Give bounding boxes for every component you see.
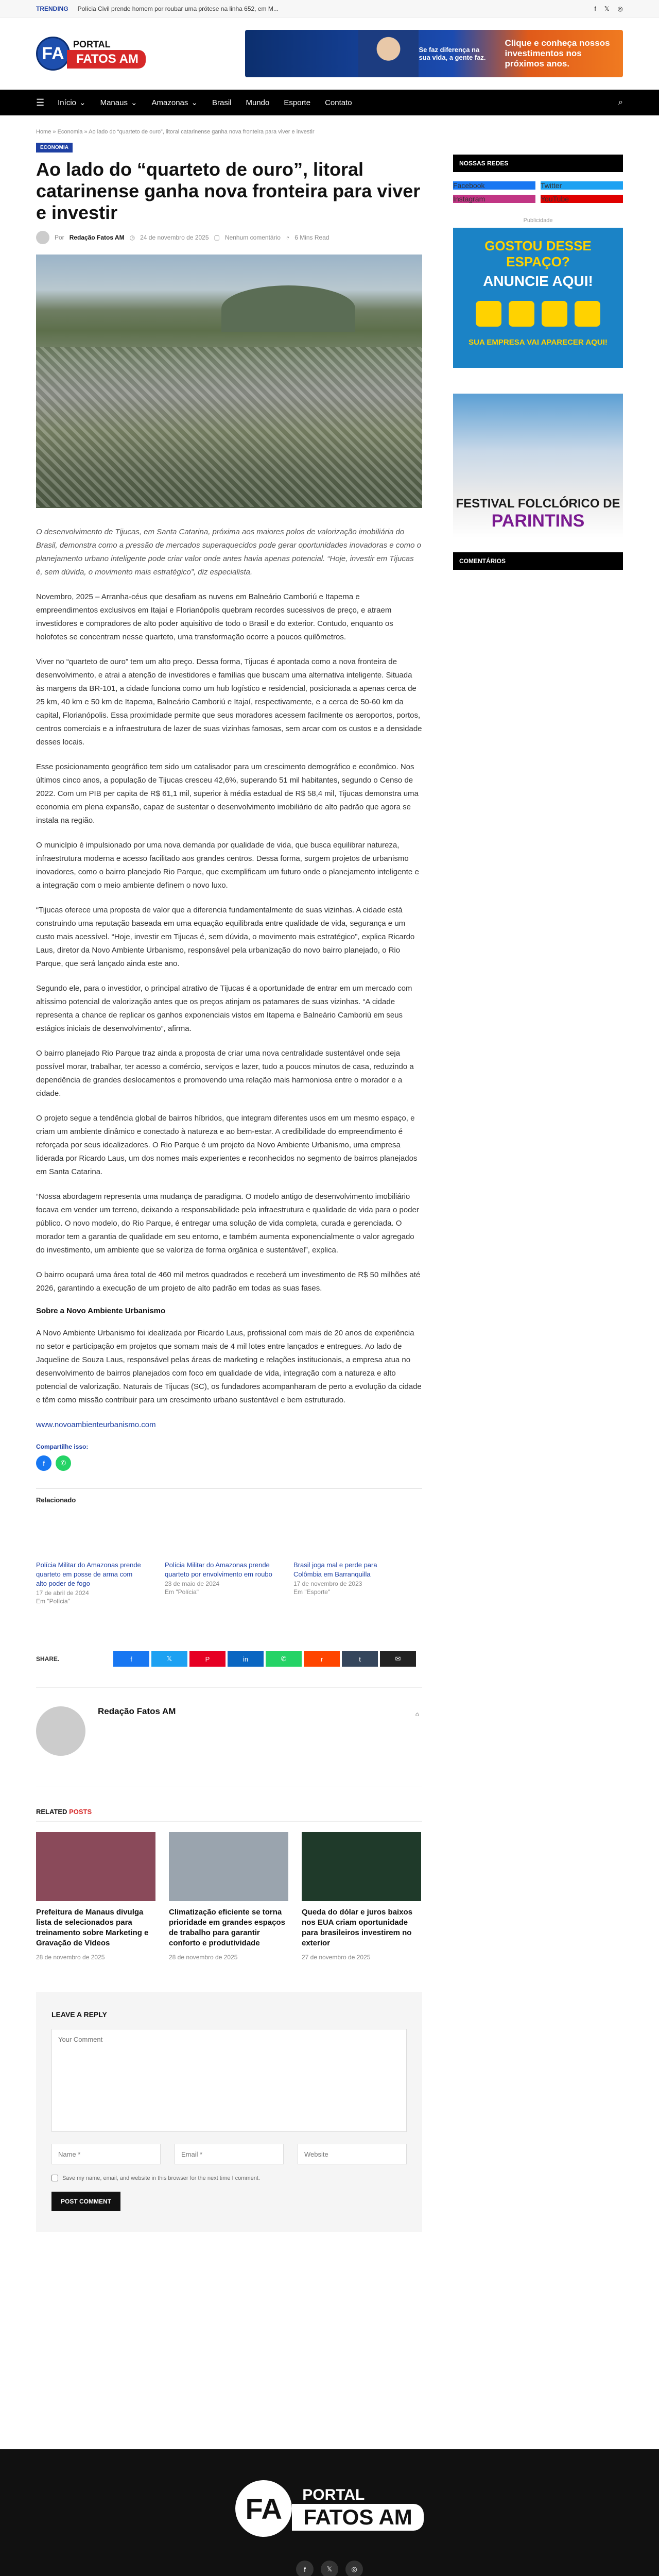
related-post[interactable]: Queda do dólar e juros baixos nos EUA criam oportunidade para brasileiros investirem no exterior 27 de novembro de 2025 — [302, 1832, 421, 1961]
banner-text-2: Clique e conheça nossos investimentos nos próximos anos. — [505, 38, 610, 69]
home-icon[interactable]: ⌂ — [415, 1710, 419, 1718]
read-icon: ◔ — [285, 234, 290, 241]
related-item: Polícia Militar do Amazonas prende quarteto por envolvimento em roubo 23 de maio de 2024 Em "Polícia" — [165, 1561, 272, 1596]
instagram-icon[interactable]: ◎ — [345, 2561, 363, 2576]
related-heading: Relacionado — [36, 1488, 422, 1504]
related-item: Brasil joga mal e perde para Colômbia em Barranquilla 17 de novembro de 2023 Em "Esporte" — [293, 1561, 402, 1605]
search-icon[interactable]: ⌕ — [618, 98, 623, 107]
related-link[interactable]: Brasil joga mal e perde para Colômbia em Barranquilla — [293, 1561, 377, 1578]
related-link[interactable]: Polícia Militar do Amazonas prende quarteto por envolvimento em roubo — [165, 1561, 272, 1578]
nav-brasil[interactable]: Brasil — [212, 98, 232, 107]
x-icon[interactable]: 𝕏 — [151, 1651, 187, 1667]
article-body — [36, 526, 422, 1432]
read-time: 6 Mins Read — [294, 234, 330, 241]
banner-text-1: Se faz diferença na sua vida, a gente faz. — [419, 46, 486, 61]
sidebar-instagram[interactable]: Instagram — [453, 195, 535, 203]
trending-label: TRENDING — [36, 5, 68, 12]
paragraph: Esse posicionamento geográfico tem sido um catalisador para um crescimento demográfico e econômico. Nos últimos cinco anos, a população de Tijucas cresceu 42,6%, superando 51 mil habitantes, segundo o Censo de 2022. Com um PIB per capita de R$ 61,1 mil, superior à média estadual de R$ 58,4 mil, Tijucas demonstra uma economia em plena expansão, capaz de sustentar o desenvolvimento imobiliário de alto padrão que agora se instala na região. — [36, 762, 419, 825]
reply-heading: LEAVE A REPLY — [51, 2010, 107, 2019]
post-thumbnail[interactable] — [169, 1832, 288, 1901]
article-column — [36, 129, 422, 2263]
facebook-icon[interactable]: f — [296, 2561, 314, 2576]
site-footer — [0, 2449, 659, 2576]
author-avatar — [36, 1706, 85, 1756]
related-posts-heading: RELATED POSTS — [36, 1808, 422, 1822]
clock-icon: ◷ — [129, 234, 135, 241]
author-avatar — [36, 231, 49, 244]
networks-heading: NOSSAS REDES — [453, 155, 623, 172]
subheading: Sobre a Novo Ambiente Urbanismo — [36, 1307, 166, 1315]
post-comment-button[interactable]: POST COMMENT — [51, 2192, 120, 2211]
reddit-icon[interactable]: r — [304, 1651, 340, 1667]
menu-icon[interactable]: ☰ — [36, 97, 45, 108]
facebook-icon[interactable]: f — [594, 5, 596, 12]
article-meta — [36, 231, 422, 244]
name-field[interactable] — [51, 2144, 161, 2164]
x-icon[interactable]: 𝕏 — [604, 5, 610, 12]
related-list — [36, 1561, 422, 1605]
paragraph: “Tijucas oferece uma proposta de valor que a diferencia fundamentalmente de suas vizinhas. A cidade está construindo uma reputação baseada em uma equação equilibrada entre qualidade de vida, segurança e um custo mais acessível. “Hoje, investir em Tijucas é, sem dúvida, o movimento mais estratégico”, explica Ricardo Laus, diretor da Novo Ambiente Urbanismo, responsável pela urbanização do novo bairro planejado, o Rio Parque, que será lançado ainda este ano. — [36, 906, 415, 968]
sidebar — [453, 129, 623, 2263]
nav-amazonas[interactable]: Amazonas ⌄ — [151, 98, 198, 107]
post-thumbnail[interactable] — [36, 1832, 155, 1901]
comments-link[interactable]: Nenhum comentário — [224, 234, 281, 241]
ticker-link[interactable]: Polícia Civil prende homem por roubar uma prótese na linha 652, em M... — [77, 5, 279, 12]
facebook-share-icon[interactable]: f — [36, 1455, 51, 1471]
paragraph: Segundo ele, para o investidor, o principal atrativo de Tijucas é a oportunidade de entrar em um mercado com altíssimo potencial de valorização antes que os preços atinjam os patamares de suas vizinhas. “A cidade representa a chance de replicar os ganhos exponenciais vistos em Itapema e Balneário Camboriú em seus estágios iniciais de desenvolvimento”, afirma. — [36, 984, 412, 1033]
company-site-link[interactable]: www.novoambienteurbanismo.com — [36, 1420, 156, 1429]
related-link[interactable]: Polícia Militar do Amazonas prende quarteto em posse de arma com alto poder de fogo — [36, 1561, 141, 1587]
nav-mundo[interactable]: Mundo — [246, 98, 270, 107]
related-post[interactable]: Prefeitura de Manaus divulga lista de selecionados para treinamento sobre Marketing e Gravação de Vídeos 28 de novembro de 2025 — [36, 1832, 155, 1961]
paragraph: O desenvolvimento de Tijucas, em Santa Catarina, próxima aos maiores polos de valorização imobiliária do Brasil, demonstra como a pressão de mercados superaquecidos pode gerar oportunidades inovadoras e como o planejamento urbano inteligente pode criar valor onde antes havia apenas potencial. “Hoje, investir em Tijucas é, sem dúvida, o movimento mais estratégico”, diz especialista. — [36, 528, 421, 577]
site-logo[interactable] — [36, 37, 146, 71]
ad-label: Publicidade — [523, 217, 553, 224]
main-nav — [0, 90, 659, 115]
author-name[interactable]: Redação Fatos AM — [98, 1706, 176, 1716]
category-badge[interactable]: ECONOMIA — [36, 143, 73, 152]
chevron-down-icon: ⌄ — [79, 98, 86, 107]
logo-name: FATOS AM — [67, 50, 146, 69]
share-bar-label: SHARE. — [36, 1655, 60, 1663]
facebook-icon[interactable]: f — [113, 1651, 149, 1667]
banner-photo — [358, 30, 419, 77]
paragraph: O município é impulsionado por uma nova demanda por qualidade de vida, que busca equilibrar natureza, infraestrutura moderna e acesso facilitado aos grandes centros. Dessa forma, surgem projetos de urbanismo inovadores, como o bairro planejado Rio Parque, que exemplificam um futuro onde o planejamento inteligente e a integração com o meio ambiente definem o novo luxo. — [36, 841, 419, 890]
paragraph: A Novo Ambiente Urbanismo foi idealizada por Ricardo Laus, profissional com mais de 20 anos de experiência no setor e participação em projetos que somam mais de 4 mil lotes entre lançados e entregues. Ao lado de Jaqueline de Souza Laus, responsável pelas áreas de marketing e relações institucionais, a empresa atua no desenvolvimento de bairros planejados com foco em qualidade de vida, integração com a natureza e alto potencial de valorização. Naturais de Tijucas (SC), os fundadores acompanharam de perto a evolução da cidade e têm como missão contribuir para um crescimento urbano sustentável e bem estruturado. — [36, 1329, 422, 1404]
related-posts — [36, 1832, 422, 1961]
x-icon[interactable]: 𝕏 — [321, 2561, 338, 2576]
paragraph: “Nossa abordagem representa uma mudança de paradigma. O modelo antigo de desenvolvimento imobiliário focava em vender um terreno, deixando a responsabilidade pela infraestrutura e qualidade de vida para o poder público. O novo modelo, do Rio Parque, é entregar uma solução de vida completa, curada e gerenciada. O morador tem a garantia de qualidade em seu entorno, e também aumenta exponencialmente o valor agregado do investimento, um ambiente que se valoriza de forma orgânica e sustentável”, explica. — [36, 1192, 419, 1255]
share-label: Compartilhe isso: — [36, 1443, 89, 1450]
paragraph: O bairro planejado Rio Parque traz ainda a proposta de criar uma nova centralidade sustentável onde seja possível morar, trabalhar, ter acesso a comércio, serviços e lazer, tudo a poucos minutos de casa, reduzindo a dependência de grandes deslocamentos e promovendo uma relação mais harmoniosa entre o morador e a cidade. — [36, 1049, 414, 1098]
top-bar — [0, 0, 659, 18]
paragraph: O bairro ocupará uma área total de 460 mil metros quadrados e receberá um investimento de R$ 50 milhões até 2026, garantindo a execução de um projeto de alto padrão em todas as suas fases. — [36, 1270, 421, 1293]
author-prefix: Por — [55, 234, 64, 241]
breadcrumb[interactable]: Home » Economia » Ao lado do “quarteto de ouro”, litoral catarinense ganha nova fronteira para viver e investir — [36, 129, 315, 135]
linkedin-icon[interactable]: in — [228, 1651, 264, 1667]
save-info-checkbox[interactable] — [51, 2175, 58, 2181]
paragraph: Novembro, 2025 – Arranha-céus que desafiam as nuvens em Balneário Camboriú e Itapema e empreendimentos exclusivos em Itajaí e Florianópolis quebram recordes sucessivos de preço, e atraem investidores e compradores de alto poder aquisitivo de todo o Brasil e do exterior. Contudo, enquanto os holofotes se concentram nesse quarteto, uma transformação ocorre a poucos quilômetros. — [36, 592, 393, 641]
chevron-down-icon: ⌄ — [191, 98, 198, 107]
hero-city — [36, 347, 422, 507]
hero-image — [36, 255, 422, 508]
email-field[interactable] — [175, 2144, 284, 2164]
post-date: 24 de novembro de 2025 — [140, 234, 209, 241]
chevron-down-icon: ⌄ — [130, 98, 137, 107]
article-title: Ao lado do “quarteto de ouro”, litoral catarinense ganha nova fronteira para viver e investir — [36, 159, 421, 223]
whatsapp-icon[interactable]: ✆ — [266, 1651, 302, 1667]
save-info-label: Save my name, email, and website in this browser for the next time I comment. — [62, 2175, 260, 2181]
website-field[interactable] — [298, 2144, 407, 2164]
sidebar-ad-parintins[interactable]: FESTIVAL FOLCLÓRICO DE PARINTINS — [453, 394, 623, 538]
nav-inicio[interactable]: Início ⌄ — [58, 98, 86, 107]
author-box — [36, 1687, 422, 1787]
sidebar-youtube[interactable]: YouTube — [541, 195, 623, 203]
nav-manaus[interactable]: Manaus ⌄ — [100, 98, 137, 107]
nav-contato[interactable]: Contato — [325, 98, 352, 107]
comment-icon: ▢ — [214, 234, 220, 241]
paragraph: O projeto segue a tendência global de bairros híbridos, que integram diferentes usos em um mesmo espaço, e criam um ambiente dinâmico e conectado à natureza e ao bem-estar. A credibilidade do empreendimento é reforçada por seus idealizadores. O Rio Parque é um projeto da Novo Ambiente Urbanismo, uma empresa liderada por Ricardo Laus, um dos nomes mais experientes e reconhecidos no segmento de bairros planejados em Santa Catarina. — [36, 1114, 418, 1176]
sidebar-facebook[interactable]: Facebook — [453, 181, 535, 190]
footer-logo[interactable]: FA PORTAL FATOS AM — [0, 2449, 659, 2537]
instagram-icon[interactable]: ◎ — [617, 5, 623, 12]
pinterest-icon[interactable]: P — [189, 1651, 226, 1667]
paragraph: Viver no “quarteto de ouro” tem um alto preço. Dessa forma, Tijucas é apontada como a nova fronteira de desenvolvimento, e atrai a atenção de investidores e famílias que buscam uma alternativa inteligente. Situada às margens da BR-101, a cidade funciona como um hub logístico e residencial, posicionada a apenas cerca de 25 km, 40 km e 50 km de Itapema, Balneário Camboriú e Itajaí, respectivamente, e a cerca de 50-60 km da capital, Florianópolis. Essa proximidade permite que seus moradores acessem facilmente os aeroportos, portos, centros comerciais e a infraestrutura de lazer de suas vizinhas famosas, sem arcar com os custos e a densidade desses locais. — [36, 657, 422, 747]
related-item: Polícia Militar do Amazonas prende quarteto em posse de arma com alto poder de fogo 17 de abril de 2024 Em "Polícia" — [36, 1561, 144, 1605]
comment-input[interactable] — [51, 2029, 407, 2132]
email-icon[interactable]: ✉ — [380, 1651, 416, 1667]
header-banner-ad[interactable] — [245, 30, 623, 77]
hero-mountain — [221, 285, 355, 332]
logo-portal: PORTAL — [73, 39, 111, 49]
whatsapp-share-icon[interactable]: ✆ — [56, 1455, 71, 1471]
comments-heading: COMENTÁRIOS — [453, 552, 623, 570]
tumblr-icon[interactable]: t — [342, 1651, 378, 1667]
sidebar-twitter[interactable]: Twitter — [541, 181, 623, 190]
share-bar — [36, 1651, 422, 1667]
post-thumbnail[interactable] — [302, 1832, 421, 1901]
related-post[interactable]: Climatização eficiente se torna prioridade em grandes espaços de trabalho para garantir conforto e produtividade 28 de novembro de 2025 — [169, 1832, 288, 1961]
comment-form — [36, 1992, 422, 2232]
author-link[interactable]: Redação Fatos AM — [69, 234, 125, 241]
sidebar-ad-anuncie[interactable]: GOSTOU DESSE ESPAÇO? ANUNCIE AQUI! SUA EMPRESA VAI APARECER AQUI! — [453, 228, 623, 368]
logo-mark: FA — [36, 37, 70, 71]
ad-icons — [453, 301, 623, 327]
site-header — [0, 18, 659, 90]
nav-esporte[interactable]: Esporte — [284, 98, 311, 107]
